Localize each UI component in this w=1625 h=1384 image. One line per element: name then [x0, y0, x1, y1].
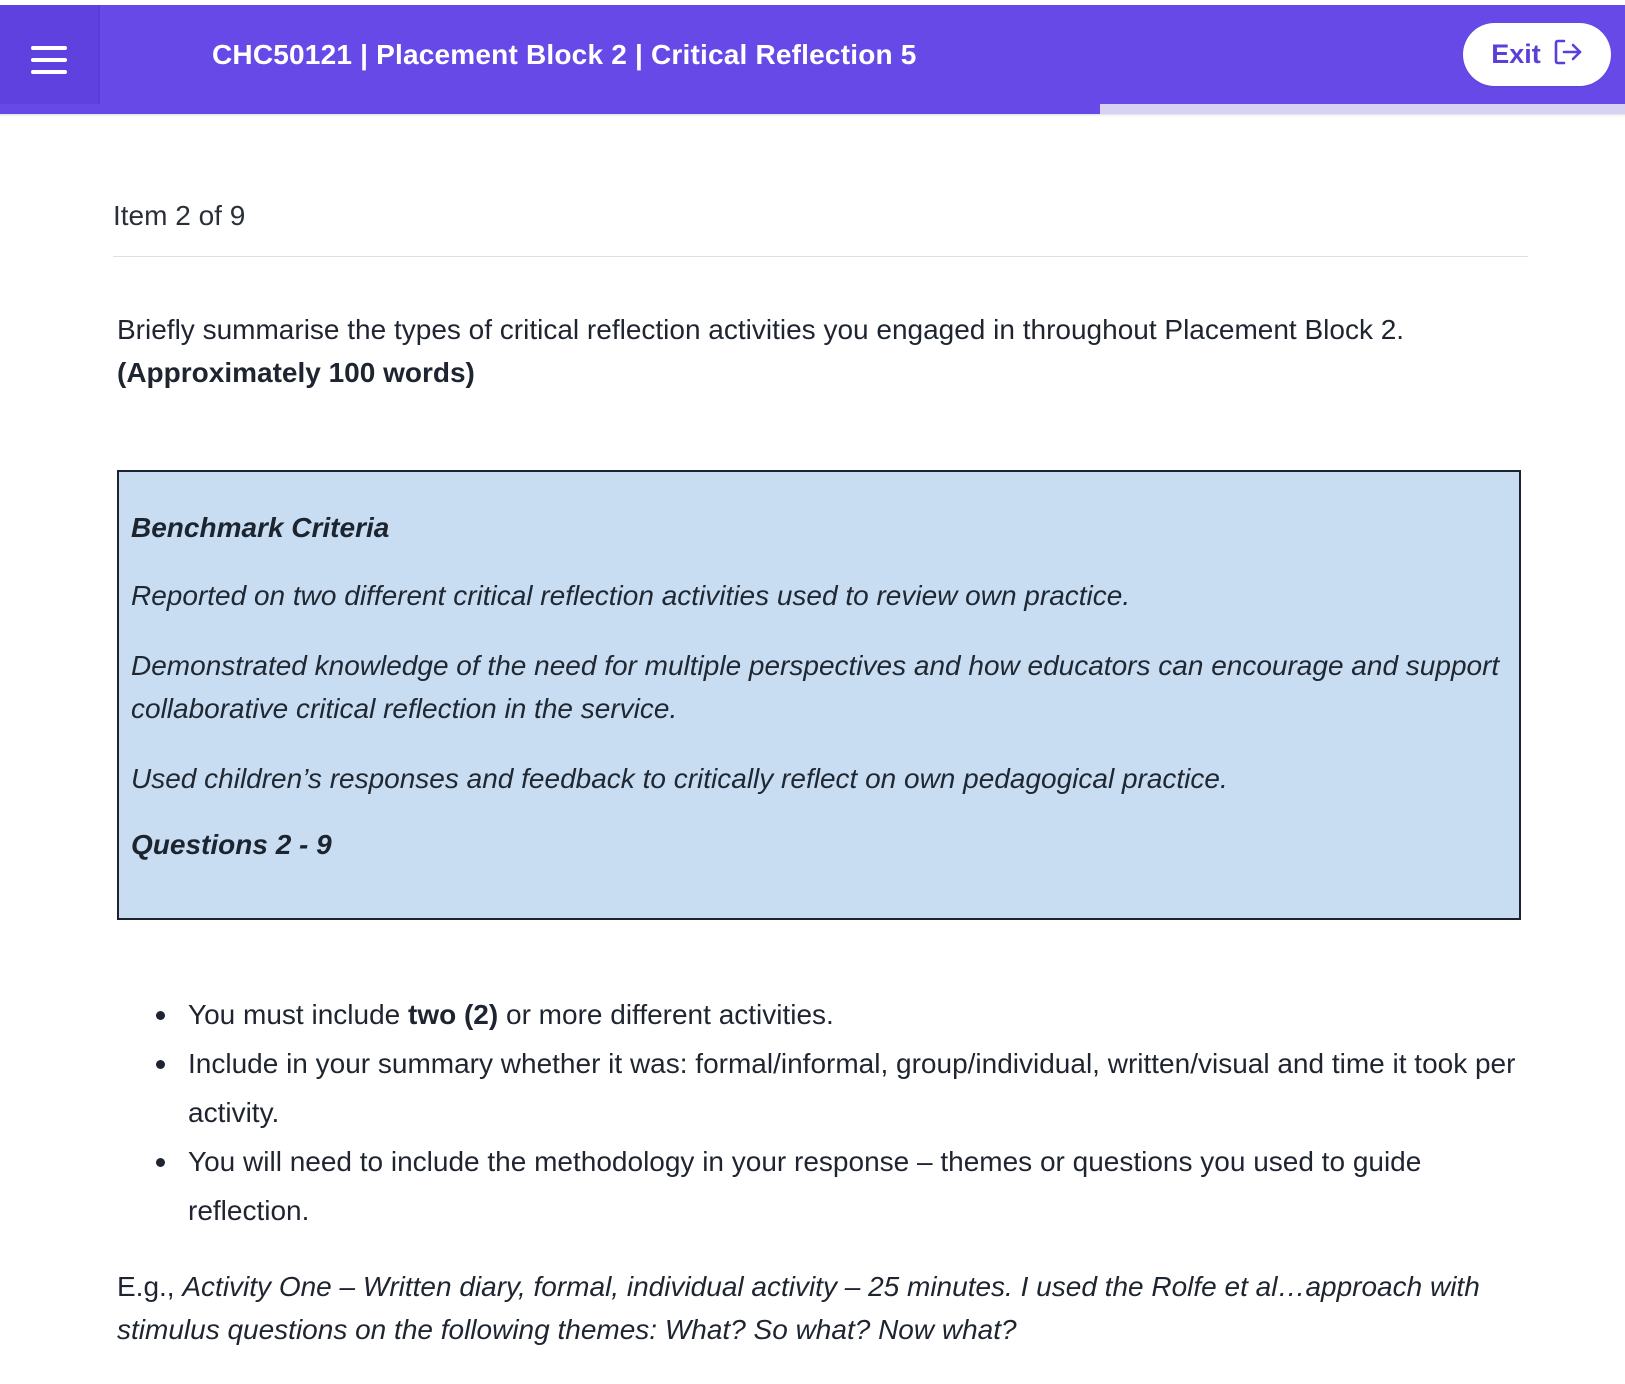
course-title: CHC50121 | Placement Block 2 | Critical Reflection 5	[212, 39, 917, 70]
exit-arrow-icon	[1553, 37, 1583, 72]
instructions-list	[150, 990, 1520, 1235]
instruction-item	[150, 990, 1520, 1039]
benchmark-criteria-box	[117, 470, 1521, 920]
example-body: Activity One – Written diary, formal, individual activity – 25 minutes. I used the Rolfe et al…approach with stimulus questions on the following themes: What? So what? Now what?	[117, 1271, 1480, 1345]
hamburger-menu-icon	[31, 46, 67, 74]
header-shadow	[0, 114, 1625, 117]
criteria-heading: Benchmark Criteria	[131, 512, 390, 543]
criteria-item: Reported on two different critical reflection activities used to review own practice.	[131, 580, 1131, 611]
instruction-item: Include in your summary whether it was: formal/informal, group/individual, written/visual and time it took per activity.	[150, 1039, 1520, 1137]
instruction-text: or more different activities.	[498, 999, 834, 1030]
example-text	[117, 1265, 1537, 1351]
instruction-text: You must include	[188, 999, 408, 1030]
word-count-hint: (Approximately 100 words)	[117, 357, 475, 388]
question-prompt	[117, 308, 1537, 394]
criteria-item: Used children’s responses and feedback to critically reflect on own pedagogical practice.	[131, 763, 1228, 794]
divider	[113, 256, 1528, 257]
exit-button[interactable]	[1463, 23, 1611, 86]
instruction-item: You will need to include the methodology in your response – themes or questions you used to guide reflection.	[150, 1137, 1520, 1235]
exit-label: Exit	[1491, 39, 1541, 69]
example-prefix: E.g.,	[117, 1271, 183, 1302]
criteria-item: Demonstrated knowledge of the need for multiple perspectives and how educators can encourage and support collaborative critical reflection in the service.	[131, 650, 1500, 724]
criteria-subheading: Questions 2 - 9	[131, 829, 332, 860]
header-bar	[0, 5, 1625, 114]
item-counter: Item 2 of 9	[113, 200, 246, 231]
question-text: Briefly summarise the types of critical reflection activities you engaged in throughout Placement Block 2.	[117, 314, 1405, 345]
progress-remaining	[1100, 104, 1625, 114]
instruction-emphasis: two (2)	[408, 999, 499, 1030]
menu-button[interactable]	[0, 5, 100, 114]
